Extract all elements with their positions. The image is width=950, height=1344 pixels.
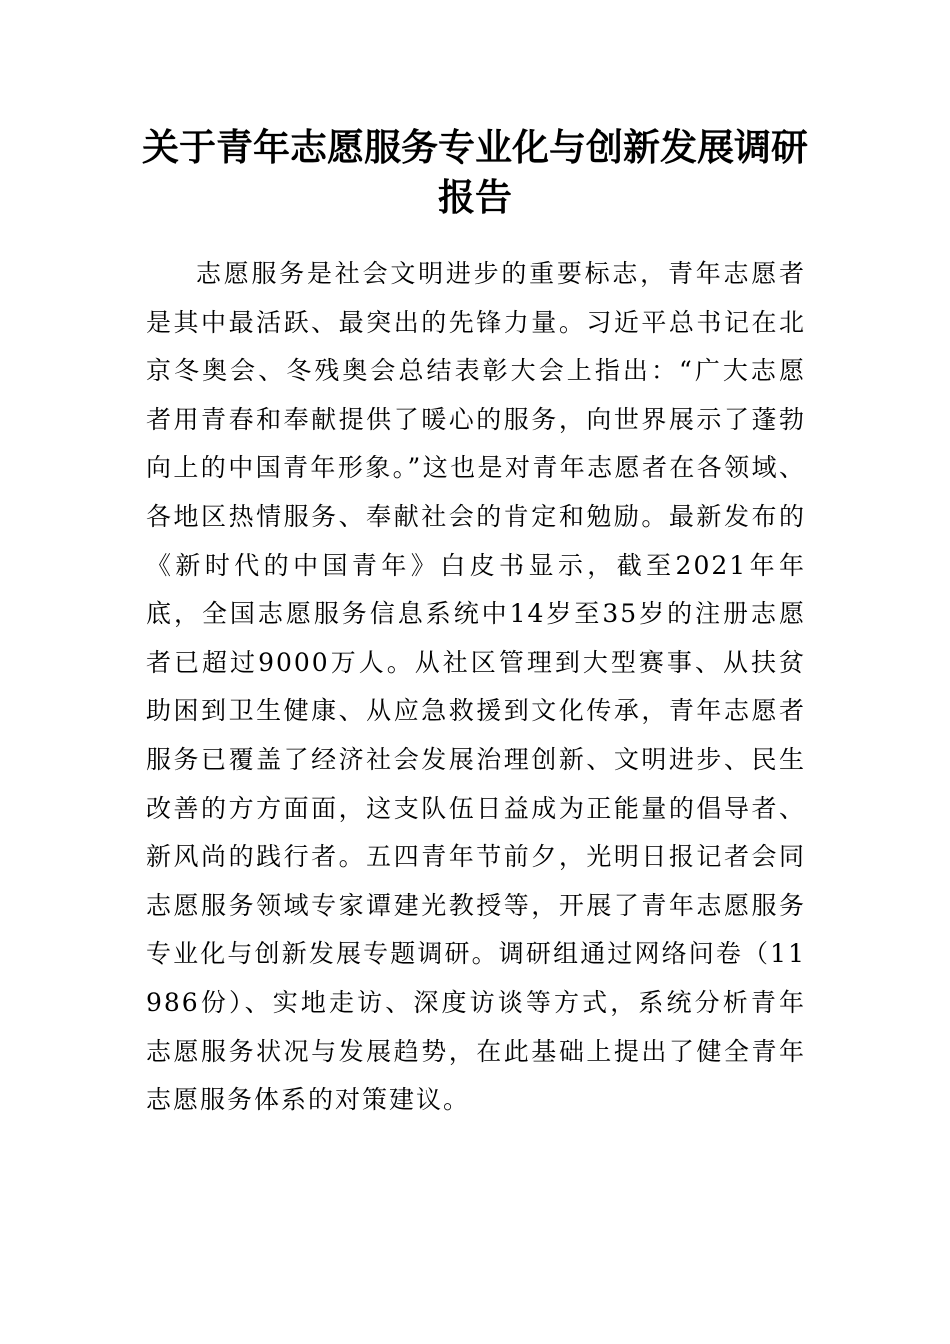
- document-title: 关于青年志愿服务专业化与创新发展调研报告: [142, 125, 808, 219]
- body-paragraph: 志愿服务是社会文明进步的重要标志，青年志愿者是其中最活跃、最突出的先锋力量。习近平总书记在北京冬奥会、冬残奥会总结表彰大会上指出：“广大志愿者用青春和奉献提供了暖心的服务，向世界展示了蓬勃向上的中国青年形象。”这也是对青年志愿者在各领域、各地区热情服务、奉献社会的肯定和勉励。最新发布的《新时代的中国青年》白皮书显示，截至2021年年底，全国志愿服务信息系统中14岁至35岁的注册志愿者已超过9000万人。从社区管理到大型赛事、从扶贫助困到卫生健康、从应急救援到文化传承，青年志愿者服务已覆盖了经济社会发展治理创新、文明进步、民生改善的方方面面，这支队伍日益成为正能量的倡导者、新风尚的践行者。五四青年节前夕，光明日报记者会同志愿服务领域专家谭建光教授等，开展了青年志愿服务专业化与创新发展专题调研。调研组通过网络问卷（11986份）、实地走访、深度访谈等方式，系统分析青年志愿服务状况与发展趋势，在此基础上提出了健全青年志愿服务体系的对策建议。: [146, 259, 806, 1115]
